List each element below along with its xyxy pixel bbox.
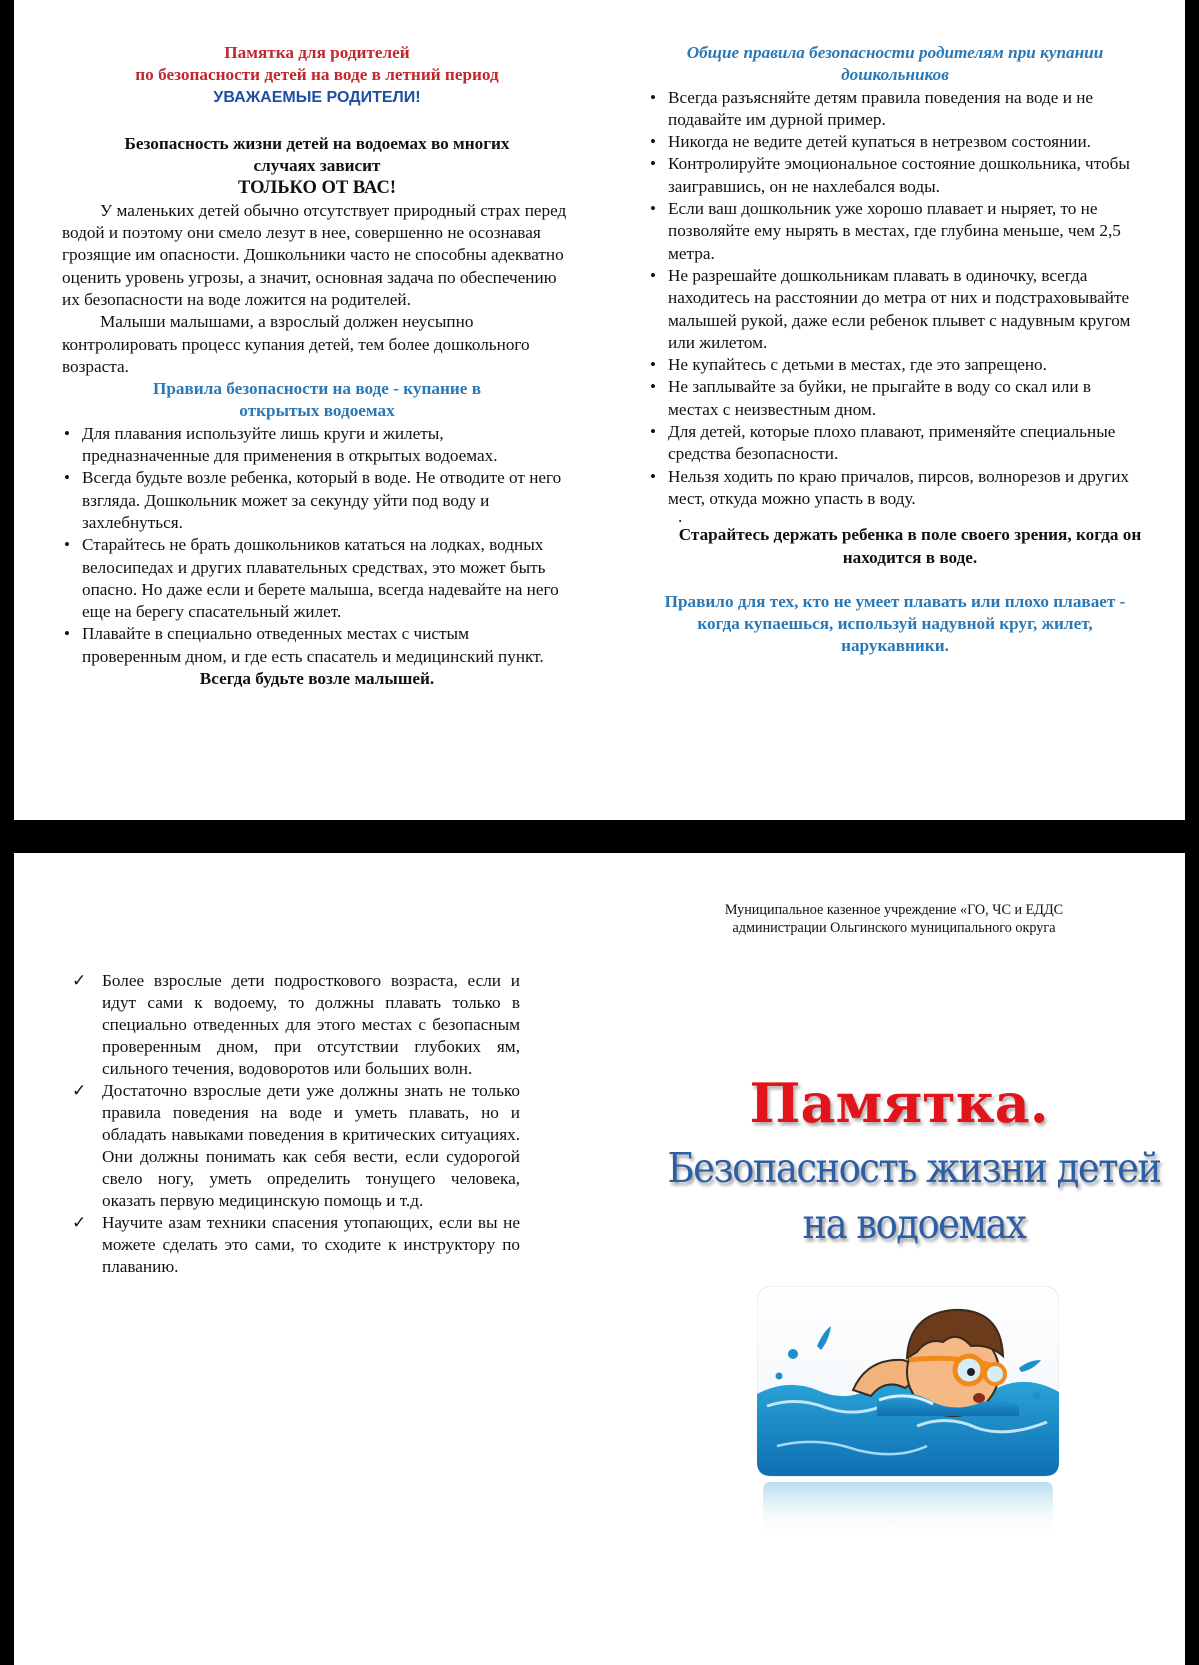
org-line-2: администрации Ольгинского муниципального округа — [732, 920, 1056, 936]
open-water-rules-list — [62, 423, 572, 668]
list-item: ✓ Научите азам техники спасения утопающих, если вы не можете сделать это сами, то сходите к инструктору по плаванию. — [72, 1213, 520, 1276]
checkmark-icon: ✓ — [72, 1081, 87, 1100]
left-column — [62, 42, 572, 690]
teen-rules-column — [72, 970, 520, 1278]
checkmark-icon: ✓ — [72, 1213, 87, 1232]
cover-subtitle — [654, 1140, 1174, 1252]
intro-paragraph-2: Малыши малышами, а взрослый должен неусыпно контролировать процесс купания детей, тем более дошкольного возраста. — [62, 312, 530, 376]
list-item: • Контролируйте эмоциональное состояние дошкольника, чтобы заигравшись, он не нахлебался воды. — [648, 153, 1142, 198]
organization-name — [674, 901, 1114, 937]
cover-subtitle-line1: Безопасность жизни детей — [667, 1144, 1161, 1192]
list-item: • Старайтесь не брать дошкольников кататься на лодках, водных велосипедах и других плавательных средствах, это может быть опасно. Но даже если и берете малыша, всегда надевайте на него еще на берегу спасательный жилет. — [62, 534, 572, 623]
list-item: • Для детей, которые плохо плавают, применяйте специальные средства безопасности. — [648, 421, 1142, 466]
list-item: • Не купайтесь с детьми в местах, где это запрещено. — [648, 354, 1142, 376]
cover-title: Памятка. — [749, 1071, 1049, 1135]
stray-dot: . — [678, 507, 683, 527]
safety-heading-caps: ТОЛЬКО ОТ ВАС! — [237, 178, 397, 199]
nonswimmer-rule: Правило для тех, кто не умеет плавать или плохо плавает - когда купаешься, используй надувной круг, жилет, нарукавники. — [664, 591, 1126, 656]
teen-rules-list — [72, 970, 520, 1278]
swimming-boy-illustration — [757, 1286, 1059, 1538]
memo-title-line1: Памятка для родителей — [224, 43, 410, 62]
rules-heading: Правила безопасности на воде - купание в открытых водоемах — [153, 379, 481, 421]
greeting: УВАЖАЕМЫЕ РОДИТЕЛИ! — [213, 88, 421, 106]
general-rules-heading: Общие правила безопасности родителям при купании дошкольников — [686, 43, 1104, 85]
leaflet-inner-page — [14, 0, 1185, 820]
advice-keep-in-sight: Старайтесь держать ребенка в поле своего зрения, когда он находится в воде. — [678, 525, 1142, 567]
leaflet-outer-page — [14, 853, 1185, 1665]
cover-subtitle-line2: на водоемах — [802, 1200, 1026, 1248]
list-item: • Всегда разъясняйте детям правила поведения на воде и не подавайте им дурной пример. — [648, 87, 1142, 132]
general-rules-list — [648, 87, 1142, 511]
intro-paragraph-1: У маленьких детей обычно отсутствует природный страх перед водой и поэтому они смело лезут в нее, совершенно не осознавая грозящие им опасности. Дошкольники часто не способны адекватно оценить уровень угрозы, а значит, основная задача по обеспечению их безопасности на воде ложится на родителей. — [62, 200, 567, 309]
memo-title-line2: по безопасности детей на воде в летний период — [135, 65, 499, 85]
list-item: • Если ваш дошкольник уже хорошо плавает и ныряет, то не позволяйте ему нырять в местах, где глубина меньше, чем 2,5 метра. — [648, 198, 1142, 265]
list-item: • Не разрешайте дошкольникам плавать в одиночку, всегда находитесь на расстоянии до метра от них и подстраховывайте малышей рукой, даже если ребенок плывет с надувным кругом или жилетом. — [648, 265, 1142, 354]
org-line-1: Муниципальное казенное учреждение «ГО, ЧС и ЕДДС — [724, 902, 1064, 918]
list-item: • Не заплывайте за буйки, не прыгайте в воду со скал или в местах с неизвестным дном. — [648, 376, 1142, 421]
list-item: ✓ Достаточно взрослые дети уже должны знать не только правила поведения на воде и уметь плавать, но и обладать навыками поведения в критических ситуациях. Они должны понимать как себя вести, если судорогой свело ногу, уметь определить тонущего человека, оказать первую медицинскую помощь и т.д. — [72, 1081, 520, 1210]
list-item: • Никогда не ведите детей купаться в нетрезвом состоянии. — [648, 131, 1142, 153]
checkmark-icon: ✓ — [72, 971, 87, 990]
list-item: • Всегда будьте возле ребенка, который в воде. Не отводите от него взгляда. Дошкольник может за секунду уйти под воду и захлебнуться. — [62, 467, 572, 534]
list-item: • Нельзя ходить по краю причалов, пирсов, волнорезов и других мест, откуда можно упасть в воду. — [648, 466, 1142, 511]
right-column — [648, 42, 1142, 658]
list-item: • Плавайте в специально отведенных местах с чистым проверенным дном, и где есть спасатель и медицинский пункт. — [62, 623, 572, 668]
list-item: • Для плавания используйте лишь круги и жилеты, предназначенные для применения в открытых водоемах. — [62, 423, 572, 468]
list-item: ✓ Более взрослые дети подросткового возраста, если и идут сами к водоему, то должны плавать только в специально отведенных для этого местах с безопасным проверенным дном, при отсутствии глубоких ям, сильного течения, водоворотов или больших волн. — [72, 971, 520, 1078]
closing-note: Всегда будьте возле малышей. — [199, 669, 435, 689]
safety-heading: Безопасность жизни детей на водоемах во многих случаях зависит — [124, 133, 510, 176]
